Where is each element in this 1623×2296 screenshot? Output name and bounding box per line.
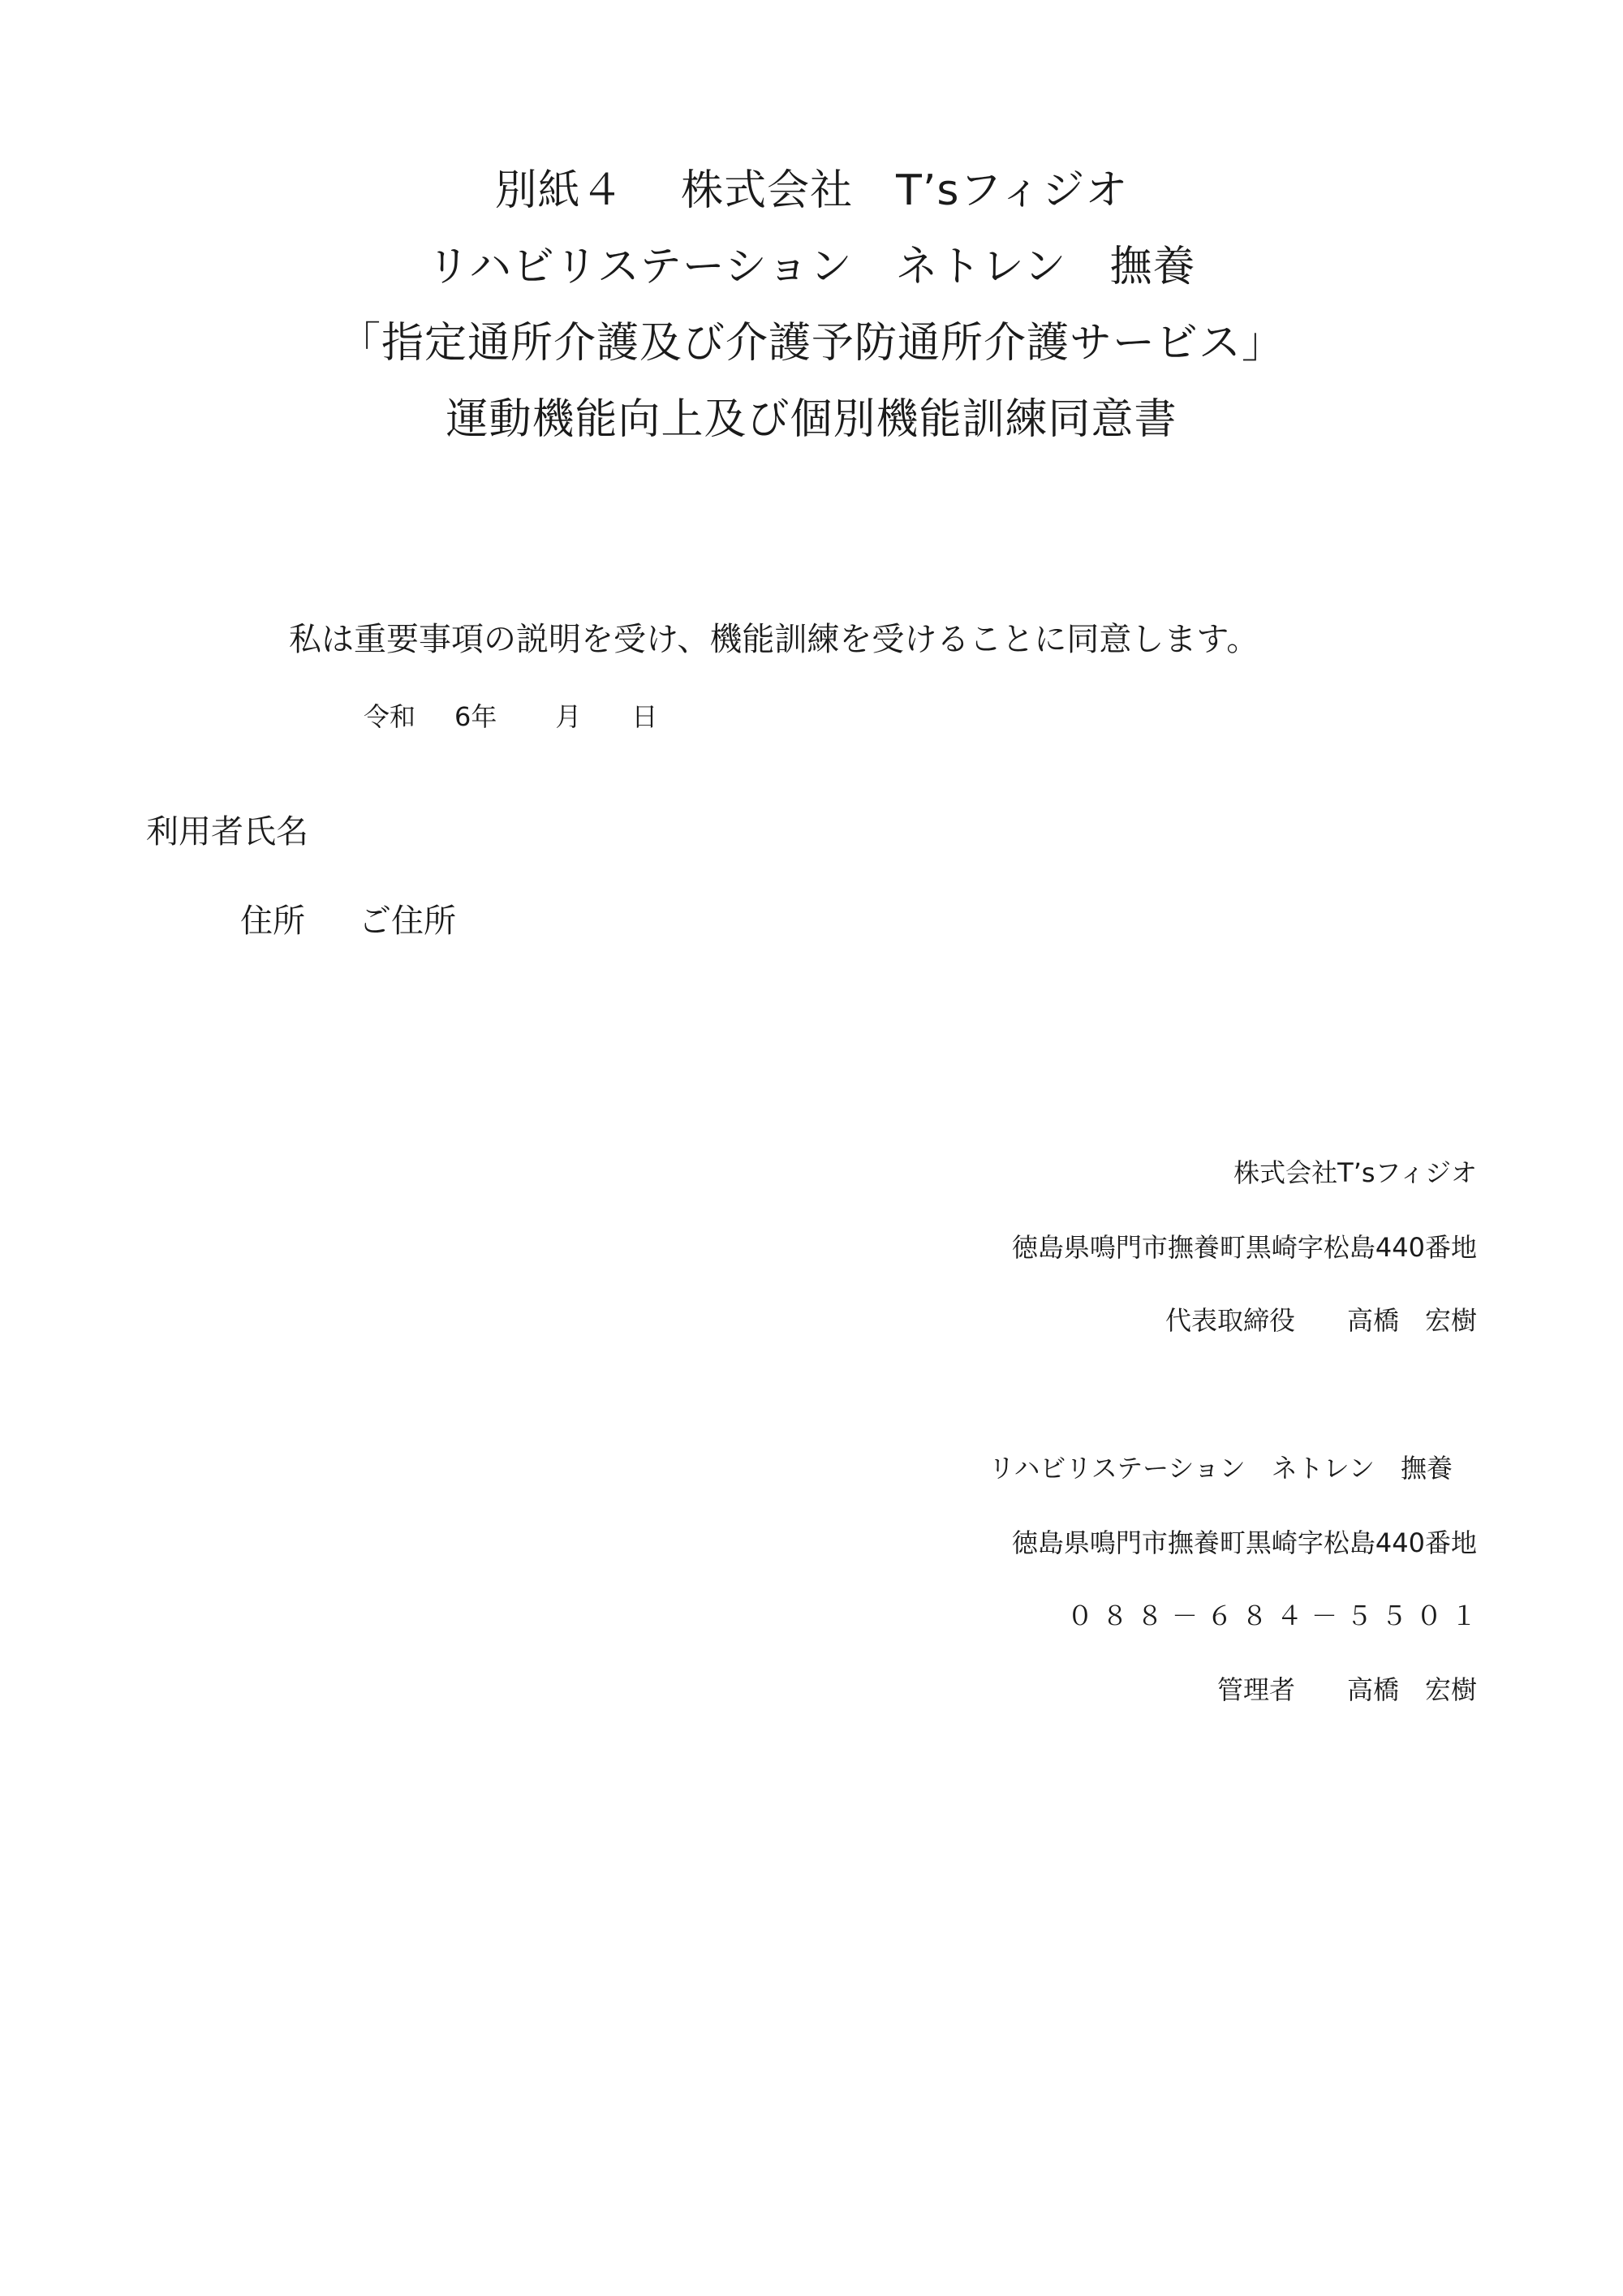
company-representative <box>1165 1300 1477 1338</box>
date-month: 月 <box>555 701 582 732</box>
facility-address: 徳島県鳴門市撫養町黒崎字松島440番地 <box>1011 1527 1477 1558</box>
document-title <box>0 153 1623 458</box>
date-era: 令和 <box>364 701 416 732</box>
representative-title: 代表取締役 <box>1165 1305 1295 1336</box>
date-day: 日 <box>631 701 658 732</box>
user-address-row <box>240 895 456 941</box>
title-line-2: リハビリステーション ネトレン 撫養 <box>427 243 1196 291</box>
company-name: 株式会社T’sフィジオ <box>1233 1157 1477 1188</box>
address-value: ご住所 <box>359 902 456 940</box>
title-line-3: 「指定通所介護及び介護予防通所介護サービス」 <box>338 319 1285 368</box>
facility-manager <box>1217 1669 1477 1707</box>
manager-name: 高橋 宏樹 <box>1346 1674 1477 1705</box>
facility-phone: ０８８－６８４－５５０１ <box>1066 1600 1486 1631</box>
date-field <box>364 696 657 734</box>
manager-title: 管理者 <box>1216 1674 1295 1705</box>
representative-name: 高橋 宏樹 <box>1346 1305 1477 1336</box>
address-label: 住所 <box>240 902 305 940</box>
title-line-1: 別紙４ 株式会社 T’sフィジオ <box>494 166 1129 215</box>
user-name-label: 利用者氏名 <box>146 813 308 851</box>
facility-name: リハビリステーション ネトレン 撫養 <box>988 1453 1453 1484</box>
consent-statement: 私は重要事項の説明を受け、機能訓練を受けることに同意します。 <box>289 621 1259 658</box>
title-line-4: 運動機能向上及び個別機能訓練同意書 <box>446 395 1177 444</box>
date-year: 6年 <box>454 701 497 732</box>
company-address: 徳島県鳴門市撫養町黒崎字松島440番地 <box>1011 1232 1477 1263</box>
